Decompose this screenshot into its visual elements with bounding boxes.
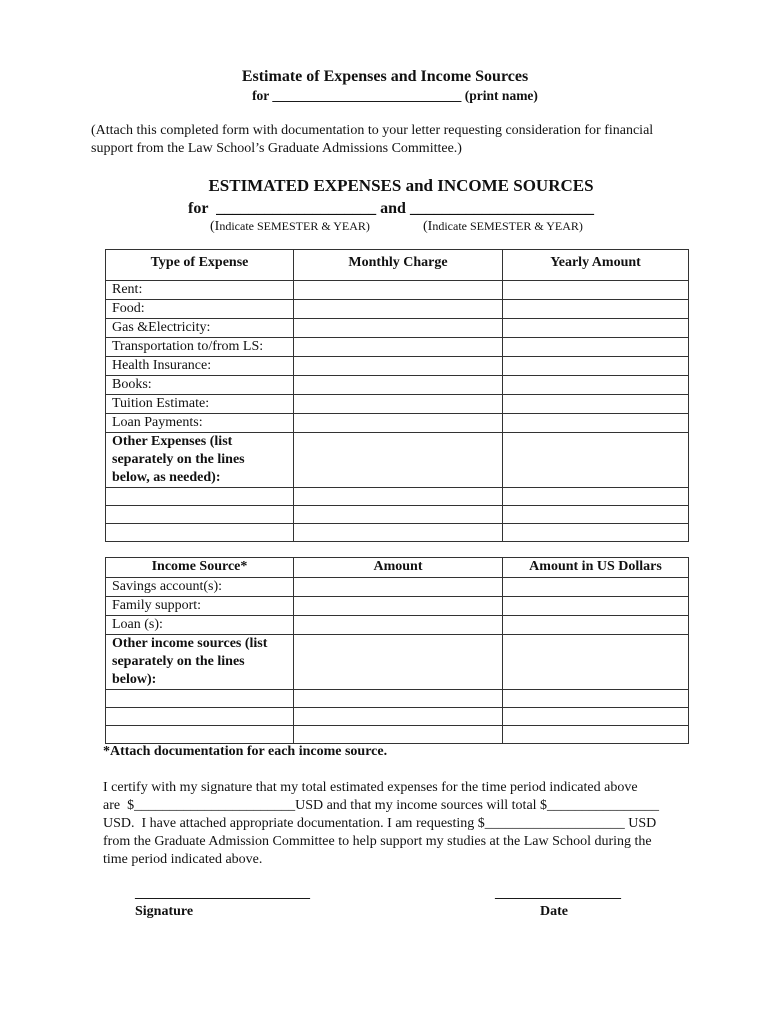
intro-line-2: support from the Law School’s Graduate Admissions Committee.) [91, 141, 462, 156]
blank-cell[interactable] [503, 726, 689, 744]
expense-label: Health Insurance: [106, 357, 294, 376]
yearly-amount-cell[interactable] [503, 300, 689, 319]
monthly-charge-cell[interactable] [294, 319, 503, 338]
income-label: Loan (s): [106, 616, 294, 635]
amount-cell[interactable] [294, 597, 503, 616]
table-row [106, 635, 689, 690]
amount-cell[interactable] [294, 578, 503, 597]
signature-line: _________________________ [135, 886, 310, 901]
expense-label: Books: [106, 376, 294, 395]
blank-cell[interactable] [294, 488, 503, 506]
table-row [106, 338, 689, 357]
blank-cell[interactable] [503, 488, 689, 506]
blank-cell[interactable] [106, 726, 294, 744]
semester-line: for ____________________ and _______________________ [188, 200, 594, 217]
expense-label: Rent: [106, 281, 294, 300]
blank-cell[interactable] [503, 524, 689, 542]
header-type-of-expense: Type of Expense [106, 250, 294, 281]
blank-cell[interactable] [106, 488, 294, 506]
blank-cell[interactable] [294, 726, 503, 744]
header-amount-usd: Amount in US Dollars [503, 558, 689, 578]
certify-line-4: from the Graduate Admission Committee to help support my studies at the Law School during the [103, 834, 652, 849]
yearly-amount-cell[interactable] [503, 338, 689, 357]
table-row [106, 597, 689, 616]
yearly-amount-cell[interactable] [503, 357, 689, 376]
print-name-line: for ____________________________ (print name) [252, 88, 538, 103]
table-row [106, 376, 689, 395]
monthly-charge-cell[interactable] [294, 376, 503, 395]
table-row [106, 357, 689, 376]
intro-line-1: (Attach this completed form with documentation to your letter requesting consideration for financial [91, 123, 654, 138]
yearly-amount-cell[interactable] [503, 376, 689, 395]
expenses-table [105, 249, 689, 542]
amount-usd-cell[interactable] [503, 578, 689, 597]
other-expenses-label: Other Expenses (list separately on the lines below, as needed): [106, 433, 294, 488]
table-row [106, 319, 689, 338]
monthly-charge-cell[interactable] [294, 300, 503, 319]
certify-line-3: USD. I have attached appropriate documentation. I am requesting $____________________ USD [103, 816, 657, 831]
income-label: Family support: [106, 597, 294, 616]
table-row [106, 726, 689, 744]
amount-usd-cell[interactable] [503, 635, 689, 690]
table-row [106, 578, 689, 597]
blank-cell[interactable] [503, 708, 689, 726]
table-row [106, 690, 689, 708]
monthly-charge-cell[interactable] [294, 357, 503, 376]
table-row [106, 708, 689, 726]
expense-label: Loan Payments: [106, 414, 294, 433]
blank-cell[interactable] [294, 506, 503, 524]
table-row [106, 281, 689, 300]
monthly-charge-cell[interactable] [294, 395, 503, 414]
blank-cell[interactable] [294, 708, 503, 726]
table-row [106, 300, 689, 319]
monthly-charge-cell[interactable] [294, 281, 503, 300]
blank-cell[interactable] [106, 690, 294, 708]
amount-usd-cell[interactable] [503, 616, 689, 635]
table-row [106, 616, 689, 635]
blank-cell[interactable] [503, 506, 689, 524]
signature-label: Signature [135, 904, 194, 919]
table-row [106, 524, 689, 542]
table-row [106, 433, 689, 488]
income-label: Savings account(s): [106, 578, 294, 597]
certify-line-2: are $_______________________USD and that my income sources will total $________________ [103, 798, 660, 813]
section-title: ESTIMATED EXPENSES and INCOME SOURCES [208, 176, 594, 195]
table-header-row [106, 558, 689, 578]
yearly-amount-cell[interactable] [503, 319, 689, 338]
expense-label: Food: [106, 300, 294, 319]
blank-cell[interactable] [106, 524, 294, 542]
header-monthly-charge: Monthly Charge [294, 250, 503, 281]
other-income-label: Other income sources (list separately on the lines below): [106, 635, 294, 690]
table-row [106, 506, 689, 524]
indicate-semester-1: (Indicate SEMESTER & YEAR) [210, 219, 370, 234]
amount-cell[interactable] [294, 616, 503, 635]
date-label: Date [540, 904, 568, 919]
expense-label: Tuition Estimate: [106, 395, 294, 414]
yearly-amount-cell[interactable] [503, 433, 689, 488]
blank-cell[interactable] [106, 708, 294, 726]
blank-cell[interactable] [294, 690, 503, 708]
header-income-source: Income Source* [106, 558, 294, 578]
expense-label: Transportation to/from LS: [106, 338, 294, 357]
blank-cell[interactable] [106, 506, 294, 524]
amount-usd-cell[interactable] [503, 597, 689, 616]
form-title: Estimate of Expenses and Income Sources [241, 68, 529, 85]
yearly-amount-cell[interactable] [503, 395, 689, 414]
certify-line-5: time period indicated above. [103, 852, 263, 867]
monthly-charge-cell[interactable] [294, 338, 503, 357]
header-yearly-amount: Yearly Amount [503, 250, 689, 281]
table-row [106, 488, 689, 506]
table-row [106, 395, 689, 414]
blank-cell[interactable] [294, 524, 503, 542]
monthly-charge-cell[interactable] [294, 433, 503, 488]
documentation-note: *Attach documentation for each income source. [103, 744, 388, 759]
table-header-row [106, 250, 689, 281]
certify-line-1: I certify with my signature that my total estimated expenses for the time period indicated above [103, 780, 638, 795]
amount-cell[interactable] [294, 635, 503, 690]
header-amount: Amount [294, 558, 503, 578]
blank-cell[interactable] [503, 690, 689, 708]
yearly-amount-cell[interactable] [503, 414, 689, 433]
income-table [105, 557, 689, 744]
date-line: __________________ [495, 886, 621, 901]
indicate-semester-2: (Indicate SEMESTER & YEAR) [423, 219, 583, 234]
monthly-charge-cell[interactable] [294, 414, 503, 433]
expense-label: Gas &Electricity: [106, 319, 294, 338]
table-row [106, 414, 689, 433]
yearly-amount-cell[interactable] [503, 281, 689, 300]
